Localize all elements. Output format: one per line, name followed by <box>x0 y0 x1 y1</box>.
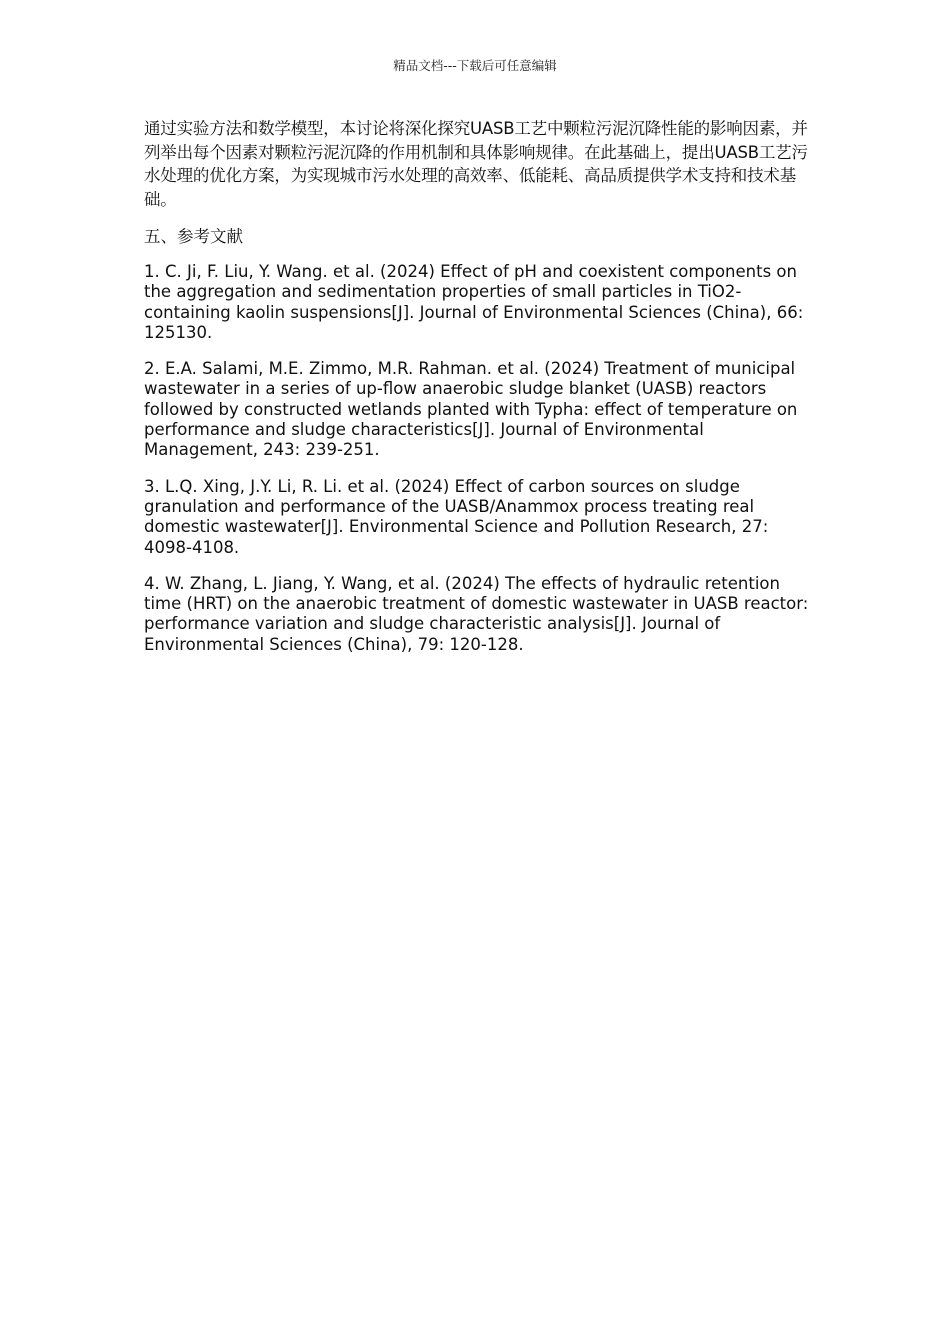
reference-item-4: 4. W. Zhang, L. Jiang, Y. Wang, et al. (2024) The effects of hydraulic retention time (HRT) on the anaerobic treatment of domestic wastewater in UASB reactor: performance variation and sludge characteristic analysis[J]. Journal of Environmental Sciences (China), 79: 120-128. <box>144 573 809 654</box>
references-heading: 五、参考文献 <box>144 227 243 246</box>
document-body <box>144 117 812 671</box>
page-header: 精品文档---下载后可任意编辑 <box>393 58 557 73</box>
reference-item-3: 3. L.Q. Xing, J.Y. Li, R. Li. et al. (2024) Effect of carbon sources on sludge granulation and performance of the UASB/Anammox process treating real domestic wastewater[J]. Environmental Science and Pollution Research, 27: 4098-4108. <box>144 476 769 557</box>
reference-item-1: 1. C. Ji, F. Liu, Y. Wang. et al. (2024) Effect of pH and coexistent components on the aggregation and sedimentation properties of small particles in TiO2-containing kaolin suspensions[J]. Journal of Environmental Sciences (China), 66: 125130. <box>144 262 804 342</box>
intro-paragraph: 通过实验方法和数学模型，本讨论将深化探究UASB工艺中颗粒污泥沉降性能的影响因素，并列举出每个因素对颗粒污泥沉降的作用机制和具体影响规律。在此基础上，提出UASB工艺污水处理的优化方案，为实现城市污水处理的高效率、低能耗、高品质提供学术支持和技术基础。 <box>144 119 808 209</box>
reference-list <box>144 262 812 655</box>
reference-item-2: 2. E.A. Salami, M.E. Zimmo, M.R. Rahman. et al. (2024) Treatment of municipal wastewater in a series of up-flow anaerobic sludge blanket (UASB) reactors followed by constructed wetlands planted with Typha: effect of temperature on performance and sludge characteristics[J]. Journal of Environmental Management, 243: 239-251. <box>144 359 798 460</box>
